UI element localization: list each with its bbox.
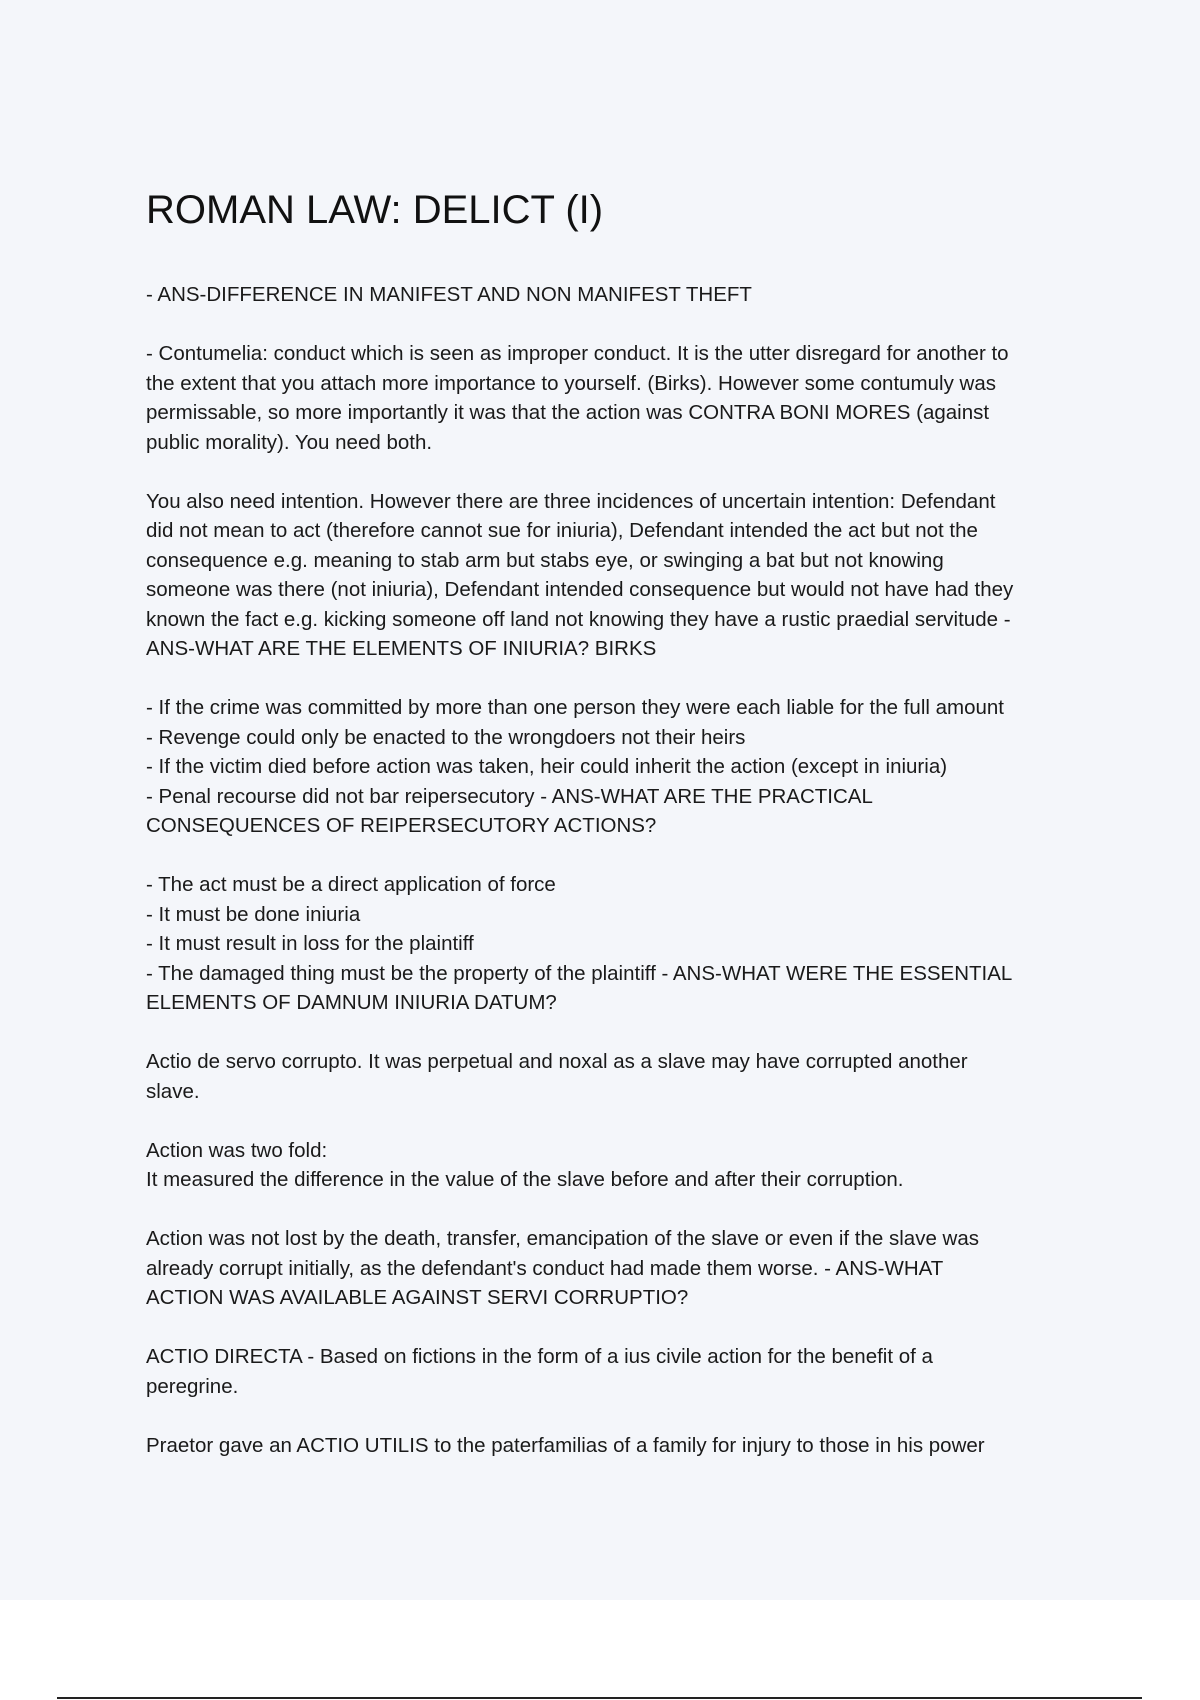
text-line: - It must be done iniuria <box>146 902 361 926</box>
document-body <box>146 182 1096 1490</box>
text-line: You also need intention. However there are three incidences of uncertain intention: Defendant <box>146 489 996 513</box>
paragraph-list <box>146 280 1096 1460</box>
text-line: consequence e.g. meaning to stab arm but stabs eye, or swinging a bat but not knowing <box>146 548 944 572</box>
text-line: ACTIO DIRECTA - Based on fictions in the form of a ius civile action for the benefit of a <box>146 1345 933 1368</box>
text-line: - The damaged thing must be the property of the plaintiff - ANS-WHAT WERE THE ESSENTIAL <box>146 961 1013 985</box>
text-line: - Penal recourse did not bar reipersecutory - ANS-WHAT ARE THE PRACTICAL <box>146 784 873 808</box>
document-title: ROMAN LAW: DELICT (I) <box>146 188 604 232</box>
text-line: already corrupt initially, as the defendant's conduct had made them worse. - ANS-WHAT <box>146 1256 944 1280</box>
paragraph <box>146 1431 1096 1461</box>
text-line: Actio de servo corrupto. It was perpetual and noxal as a slave may have corrupted another <box>146 1050 968 1073</box>
text-line: Praetor gave an ACTIO UTILIS to the paterfamilias of a family for injury to those in his power <box>146 1433 985 1457</box>
text-line: ACTION WAS AVAILABLE AGAINST SERVI CORRUPTIO? <box>146 1286 689 1309</box>
paragraph <box>146 1136 1096 1195</box>
paragraph <box>146 870 1096 1018</box>
paragraph <box>146 1342 1096 1401</box>
text-line: did not mean to act (therefore cannot sue for iniuria), Defendant intended the act but not the <box>146 519 978 542</box>
text-line: peregrine. <box>146 1374 239 1398</box>
paragraph <box>146 487 1096 664</box>
text-line: - If the victim died before action was taken, heir could inherit the action (except in iniuria) <box>146 755 948 778</box>
text-line: ANS-WHAT ARE THE ELEMENTS OF INIURIA? BIRKS <box>146 637 657 660</box>
text-line: the extent that you attach more importance to yourself. (Birks). However some contumuly was <box>146 371 996 395</box>
paragraph <box>146 693 1096 841</box>
text-line: known the fact e.g. kicking someone off land not knowing they have a rustic praedial servitude - <box>146 607 1011 631</box>
text-line: - ANS-DIFFERENCE IN MANIFEST AND NON MANIFEST THEFT <box>146 283 752 306</box>
text-line: public morality). You need both. <box>146 430 433 454</box>
footer-divider <box>57 1697 1142 1699</box>
text-line: - Revenge could only be enacted to the wrongdoers not their heirs <box>146 725 746 749</box>
text-line: ELEMENTS OF DAMNUM INIURIA DATUM? <box>146 991 557 1014</box>
text-line: - If the crime was committed by more than one person they were each liable for the full amount <box>146 696 1004 719</box>
text-line: - The act must be a direct application of force <box>146 873 556 896</box>
paragraph <box>146 1224 1096 1313</box>
paragraph <box>146 1047 1096 1106</box>
text-line: - It must result in loss for the plaintiff <box>146 932 474 955</box>
text-line: Action was not lost by the death, transfer, emancipation of the slave or even if the slave was <box>146 1227 979 1250</box>
text-line: - Contumelia: conduct which is seen as improper conduct. It is the utter disregard for another to <box>146 342 1009 365</box>
text-line: Action was two fold: <box>146 1138 328 1162</box>
paragraph <box>146 280 1096 310</box>
text-line: CONSEQUENCES OF REIPERSECUTORY ACTIONS? <box>146 814 657 837</box>
text-line: It measured the difference in the value of the slave before and after their corruption. <box>146 1168 904 1191</box>
paragraph <box>146 339 1096 457</box>
text-line: slave. <box>146 1079 200 1103</box>
text-line: someone was there (not iniuria), Defendant intended consequence but would not have had they <box>146 578 1014 601</box>
text-line: permissable, so more importantly it was that the action was CONTRA BONI MORES (against <box>146 401 990 424</box>
